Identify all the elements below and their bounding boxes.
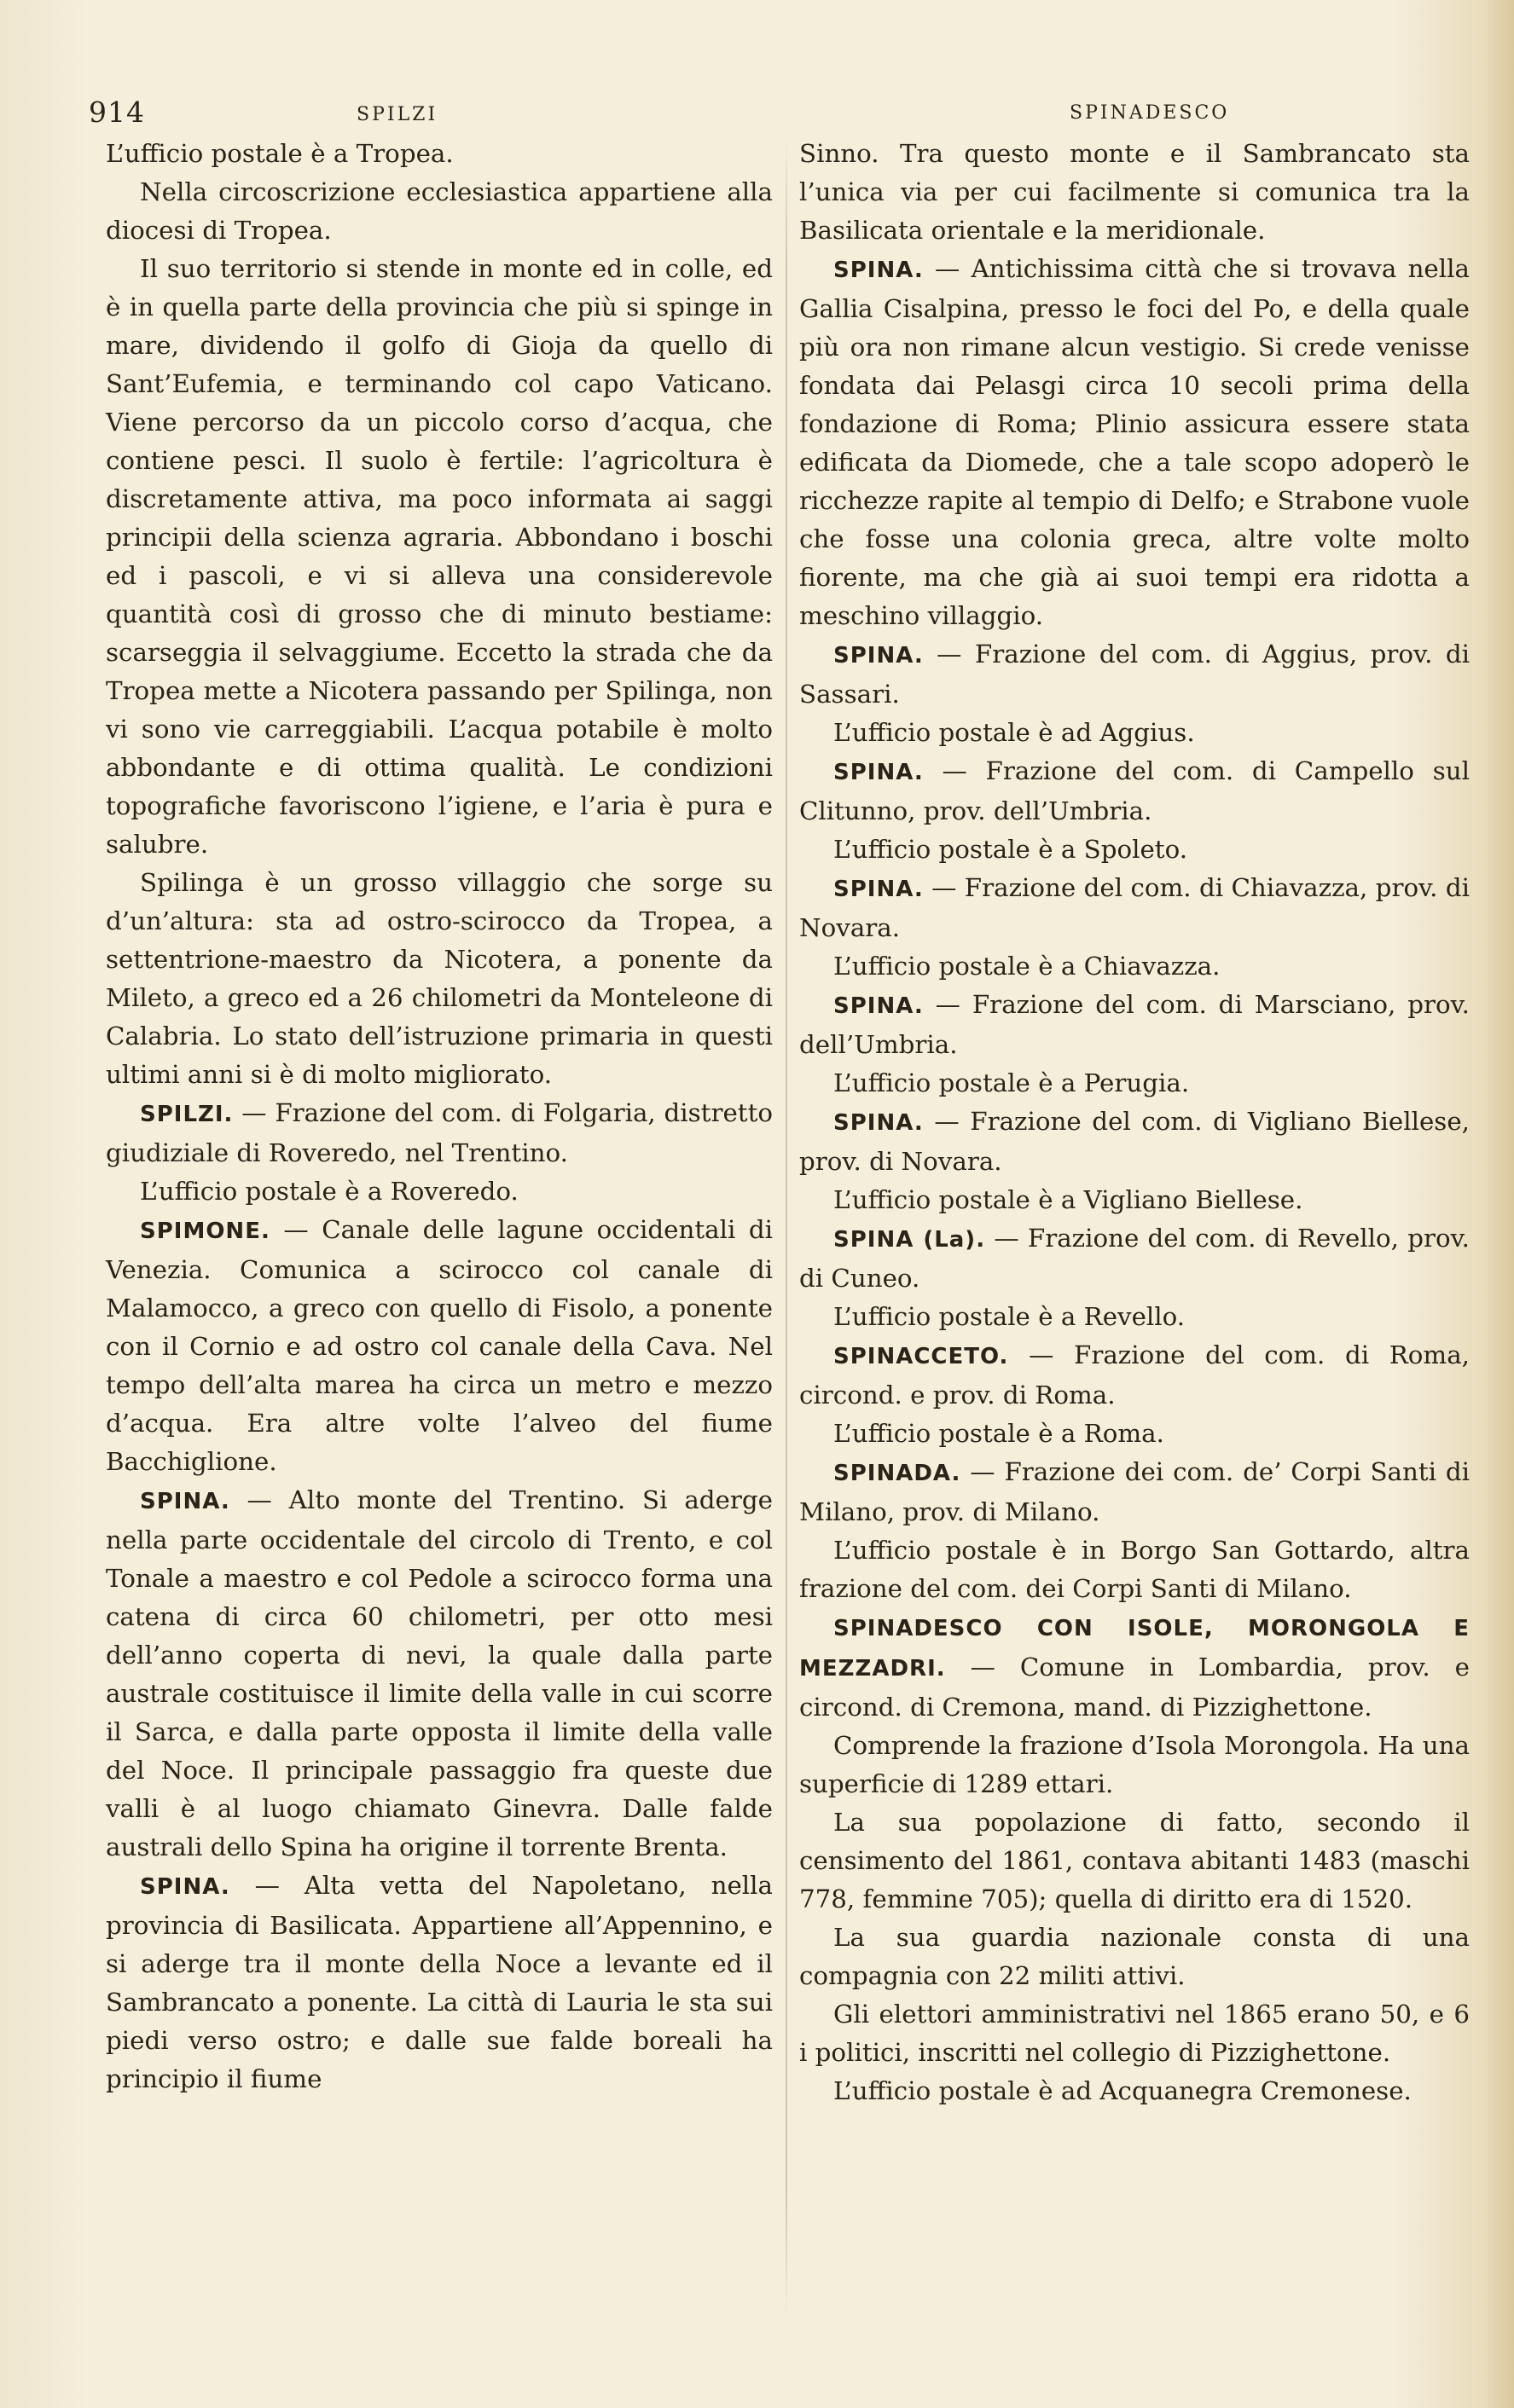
- paragraph: Nella circoscrizione ecclesiastica appartiene alla diocesi di Tropea.: [106, 177, 773, 245]
- paragraph: L’ufficio postale è a Chiavazza.: [833, 952, 1221, 981]
- dictionary-entry: [799, 1336, 1470, 1415]
- paragraph: L’ufficio postale è a Spoleto.: [833, 835, 1188, 864]
- dictionary-entry: [799, 869, 1470, 947]
- entry-text: — Frazione del com. di Aggius, prov. di Sassari.: [799, 640, 1470, 709]
- entry-headword: SPINA.: [833, 258, 924, 283]
- entry-headword: SPILZI.: [140, 1102, 234, 1127]
- paragraph: Gli elettori amministrativi nel 1865 erano 50, e 6 i politici, inscritti nel collegio di Pizzighettone.: [799, 2000, 1470, 2067]
- entry-text: — Alta vetta del Napoletano, nella provincia di Basilicata. Appartiene all’Appennino, e si aderge tra il monte della Noce a levante ed il Sambrancato a ponente. La città di Lauria le sta sui piedi verso ostro; e dalle sue falde boreali ha principio il fiume: [106, 1871, 773, 2093]
- entry-headword: SPINA.: [833, 877, 924, 902]
- paragraph: L’ufficio postale è in Borgo San Gottardo, altra frazione del com. dei Corpi Santi di Milano.: [799, 1536, 1470, 1603]
- page-header: [89, 96, 1488, 136]
- entry-text: — Frazione del com. di Chiavazza, prov. di Novara.: [799, 873, 1470, 942]
- entry-text: — Frazione del com. di Roma, circond. e prov. di Roma.: [799, 1340, 1470, 1409]
- right-column: [799, 135, 1470, 2110]
- dictionary-entry: [106, 1211, 773, 1481]
- entry-text: — Frazione del com. di Vigliano Biellese, prov. di Novara.: [799, 1107, 1470, 1176]
- paragraph: L’ufficio postale è ad Acquanegra Cremonese.: [833, 2076, 1412, 2105]
- paragraph: L’ufficio postale è a Perugia.: [833, 1068, 1190, 1097]
- dictionary-entry: [799, 752, 1470, 831]
- dictionary-entry: [106, 1867, 773, 2098]
- paragraph: L’ufficio postale è a Vigliano Biellese.: [833, 1185, 1303, 1214]
- entry-headword: SPINA.: [140, 1489, 230, 1514]
- dictionary-entry: [799, 1608, 1470, 1727]
- page-number: 914: [89, 96, 145, 129]
- dictionary-entry: [799, 986, 1470, 1064]
- entry-text: — Antichissima città che si trovava nella Gallia Cisalpina, presso le foci del Po, e della quale più ora non rimane alcun vestigio. Si crede venisse fondata dai Pelasgi circa 10 secoli prima della fondazione di Roma; Plinio assicura essere stata edificata da Diomede, che a tale scopo adoperò le ricchezze rapite al tempio di Delfo; e Strabone vuole che fosse una colonia greca, altre volte molto fiorente, ma che già ai suoi tempi era ridotta a meschino villaggio.: [799, 254, 1470, 630]
- entry-text: — Canale delle lagune occidentali di Venezia. Comunica a scirocco col canale di Malamocco, a greco con quello di Fisolo, a ponente con il Cornio e ad ostro col canale della Cava. Nel tempo dell’alta marea ha circa un metro e mezzo d’acqua. Era altre volte l’alveo del fiume Bacchiglione.: [106, 1215, 773, 1476]
- dictionary-entry: [799, 250, 1470, 635]
- entry-headword: SPINA (La).: [833, 1227, 986, 1253]
- column-divider: [786, 135, 787, 2318]
- continued-paragraph: Sinno. Tra questo monte e il Sambrancato sta l’unica via per cui facilmente si comunica tra la Basilicata orientale e la meridionale.: [799, 139, 1470, 245]
- entry-text: — Frazione del com. di Campello sul Clitunno, prov. dell’Umbria.: [799, 756, 1470, 825]
- left-column: [106, 135, 773, 2098]
- paragraph: L’ufficio postale è a Roveredo.: [140, 1177, 519, 1206]
- paragraph: La sua guardia nazionale consta di una compagnia con 22 militi attivi.: [799, 1923, 1470, 1990]
- paragraph: Il suo territorio si stende in monte ed in colle, ed è in quella parte della provincia che più si spinge in mare, dividendo il golfo di Gioja da quello di Sant’Eufemia, e terminando col capo Vaticano. Viene percorso da un piccolo corso d’acqua, che contiene pesci. Il suolo è fertile: l’agricoltura è discretamente attiva, ma poco informata ai saggi principii della scienza agraria. Abbondano i boschi ed i pascoli, e vi si alleva una considerevole quantità così di grosso che di minuto bestiame: scarseggia il selvaggiume. Eccetto la strada che da Tropea mette a Nicotera passando per Spilinga, non vi sono vie carreggiabili. L’acqua potabile è molto abbondante e di ottima qualità. Le condizioni topografiche favoriscono l’igiene, e l’aria è pura e salubre.: [106, 254, 773, 859]
- entry-text: — Frazione dei com. de’ Corpi Santi di Milano, prov. di Milano.: [799, 1457, 1470, 1526]
- paragraph: L’ufficio postale è ad Aggius.: [833, 718, 1195, 747]
- paragraph: La sua popolazione di fatto, secondo il censimento del 1861, contava abitanti 1483 (maschi 778, femmine 705); quella di diritto era di 1520.: [799, 1808, 1470, 1913]
- right-running-head: SPINADESCO: [1070, 102, 1230, 124]
- dictionary-entry: [799, 1219, 1470, 1298]
- entry-headword: SPINA.: [833, 643, 924, 669]
- entry-headword: SPINA.: [833, 760, 924, 785]
- dictionary-entry: [799, 1453, 1470, 1531]
- entry-text: — Alto monte del Trentino. Si aderge nella parte occidentale del circolo di Trento, e col Tonale a maestro e col Pedole a scirocco forma una catena di circa 60 chilometri, per otto mesi dell’anno coperta di nevi, la quale dalla parte australe costituisce il limite della valle in cui scorre il Sarca, e dalla parte opposta il limite della valle del Noce. Il principale passaggio fra queste due valli è al luogo chiamato Ginevra. Dalle falde australi dello Spina ha origine il torrente Brenta.: [106, 1485, 773, 1861]
- paragraph: L’ufficio postale è a Roma.: [833, 1419, 1164, 1448]
- entry-text: — Frazione del com. di Folgaria, distretto giudiziale di Roveredo, nel Trentino.: [106, 1098, 773, 1167]
- entry-headword: SPINACCETO.: [833, 1344, 1009, 1369]
- entry-headword: SPIMONE.: [140, 1218, 270, 1244]
- entry-headword: SPINA.: [140, 1874, 230, 1900]
- entry-text: — Frazione del com. di Marsciano, prov. dell’Umbria.: [799, 990, 1470, 1059]
- entry-headword: SPINA.: [833, 1110, 924, 1136]
- entry-headword: SPINADESCO CON ISOLE, MORONGOLA E MEZZADRI.: [799, 1616, 1470, 1682]
- continued-paragraph: L’ufficio postale è a Tropea.: [106, 139, 454, 168]
- left-running-head: SPILZI: [357, 104, 438, 125]
- dictionary-entry: [106, 1481, 773, 1867]
- dictionary-entry: [799, 1103, 1470, 1181]
- dictionary-entry: [106, 1094, 773, 1172]
- paragraph: Spilinga è un grosso villaggio che sorge su d’un’altura: sta ad ostro-scirocco da Tropea, a settentrione-maestro da Nicotera, a ponente da Mileto, a greco ed a 26 chilometri da Monteleone di Calabria. Lo stato dell’istruzione primaria in questi ultimi anni si è di molto migliorato.: [106, 868, 773, 1089]
- dictionary-entry: [799, 635, 1470, 714]
- entry-headword: SPINA.: [833, 993, 924, 1019]
- entry-headword: SPINADA.: [833, 1461, 961, 1486]
- paragraph: L’ufficio postale è a Revello.: [833, 1302, 1186, 1331]
- paragraph: Comprende la frazione d’Isola Morongola. Ha una superficie di 1289 ettari.: [799, 1731, 1470, 1798]
- entry-text: — Comune in Lombardia, prov. e circond. di Cremona, mand. di Pizzighettone.: [799, 1653, 1470, 1722]
- entry-text: — Frazione del com. di Revello, prov. di Cuneo.: [799, 1224, 1470, 1293]
